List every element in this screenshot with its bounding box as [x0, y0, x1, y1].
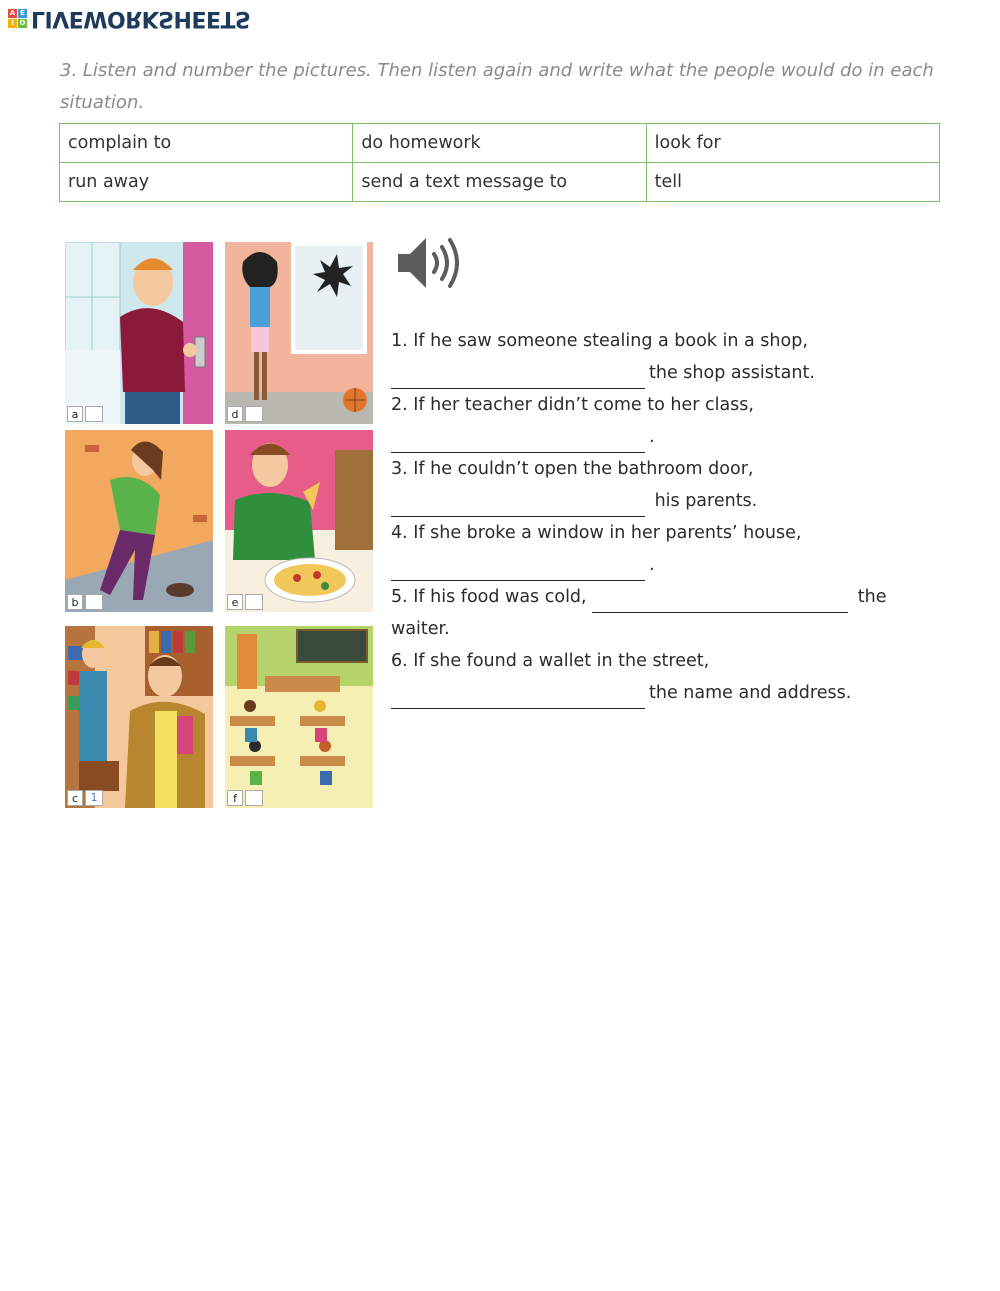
question-6-suffix: the name and address. — [649, 683, 852, 703]
logo-block: E — [18, 9, 27, 18]
liveworksheets-logo — [8, 6, 250, 30]
word-bank-cell: complain to — [60, 124, 353, 163]
question-6-prompt: 6. If she found a wallet in the street, — [391, 651, 710, 671]
logo-block: A — [9, 8, 16, 17]
picture-number-input[interactable] — [245, 406, 263, 422]
question-5-continuation: waiter. — [391, 619, 450, 639]
picture-a-illustration — [65, 242, 213, 424]
picture-label — [227, 790, 263, 806]
question-5-suffix: the — [852, 587, 887, 607]
picture-letter: f — [227, 790, 243, 806]
picture-number-input[interactable] — [245, 790, 263, 806]
answer-blank[interactable] — [391, 366, 645, 389]
answer-blank[interactable] — [592, 590, 848, 613]
picture-c — [65, 626, 213, 808]
picture-e — [225, 430, 373, 612]
question-3-answer-line — [391, 485, 911, 517]
question-6-answer-line — [391, 677, 911, 709]
logo-block: I — [8, 19, 17, 28]
picture-d-illustration — [225, 242, 373, 424]
question-3-prompt: 3. If he couldn’t open the bathroom door, — [391, 459, 754, 479]
word-bank-cell: send a text message to — [353, 163, 646, 202]
question-1-answer-line — [391, 357, 911, 389]
question-1-suffix: the shop assistant. — [649, 363, 815, 383]
picture-b-illustration — [65, 430, 213, 612]
answer-blank[interactable] — [391, 558, 645, 581]
question-3-suffix: his parents. — [649, 491, 758, 511]
picture-d — [225, 242, 373, 424]
picture-number-input[interactable] — [245, 594, 263, 610]
picture-letter: a — [67, 406, 83, 422]
picture-letter: d — [227, 406, 243, 422]
picture-a — [65, 242, 213, 424]
picture-f-illustration — [225, 626, 373, 808]
question-4-answer-line — [391, 549, 911, 581]
picture-letter: b — [67, 594, 83, 610]
word-bank-table — [59, 123, 940, 202]
picture-number-input[interactable]: 1 — [85, 790, 103, 806]
logo-blocks — [8, 9, 27, 28]
picture-label — [67, 594, 103, 610]
table-row — [60, 163, 940, 202]
picture-e-illustration — [225, 430, 373, 612]
speaker-icon[interactable] — [396, 234, 466, 292]
picture-f — [225, 626, 373, 808]
exercise-instruction: 3. Listen and number the pictures. Then listen again and write what the people would do in each situation. — [60, 60, 934, 113]
answer-blank[interactable] — [391, 430, 645, 453]
word-bank-cell: tell — [646, 163, 939, 202]
speaker-icon-graphic — [396, 234, 466, 292]
question-4-suffix: . — [649, 555, 655, 575]
picture-c-illustration — [65, 626, 213, 808]
logo-block: O — [19, 18, 26, 27]
question-2-prompt: 2. If her teacher didn’t come to her class, — [391, 395, 754, 415]
word-bank-cell: run away — [60, 163, 353, 202]
picture-number-input[interactable] — [85, 594, 103, 610]
question-2-suffix: . — [649, 427, 655, 447]
logo-text: LIVEWORKSHEETS — [31, 5, 251, 31]
question-2-answer-line — [391, 421, 911, 453]
table-row — [60, 124, 940, 163]
question-4-prompt: 4. If she broke a window in her parents’ house, — [391, 523, 802, 543]
answer-blank[interactable] — [391, 686, 645, 709]
question-5-line — [391, 581, 911, 613]
question-5-prompt: 5. If his food was cold, — [391, 587, 587, 607]
answer-blank[interactable] — [391, 494, 645, 517]
questions-list — [391, 325, 911, 709]
picture-label — [67, 790, 103, 806]
picture-label — [67, 406, 103, 422]
picture-label — [227, 594, 263, 610]
question-1-prompt: 1. If he saw someone stealing a book in a shop, — [391, 331, 808, 351]
word-bank-cell: look for — [646, 124, 939, 163]
picture-letter: c — [67, 790, 83, 806]
picture-number-input[interactable] — [85, 406, 103, 422]
picture-label — [227, 406, 263, 422]
picture-b — [65, 430, 213, 612]
picture-letter: e — [227, 594, 243, 610]
word-bank-cell: do homework — [353, 124, 646, 163]
